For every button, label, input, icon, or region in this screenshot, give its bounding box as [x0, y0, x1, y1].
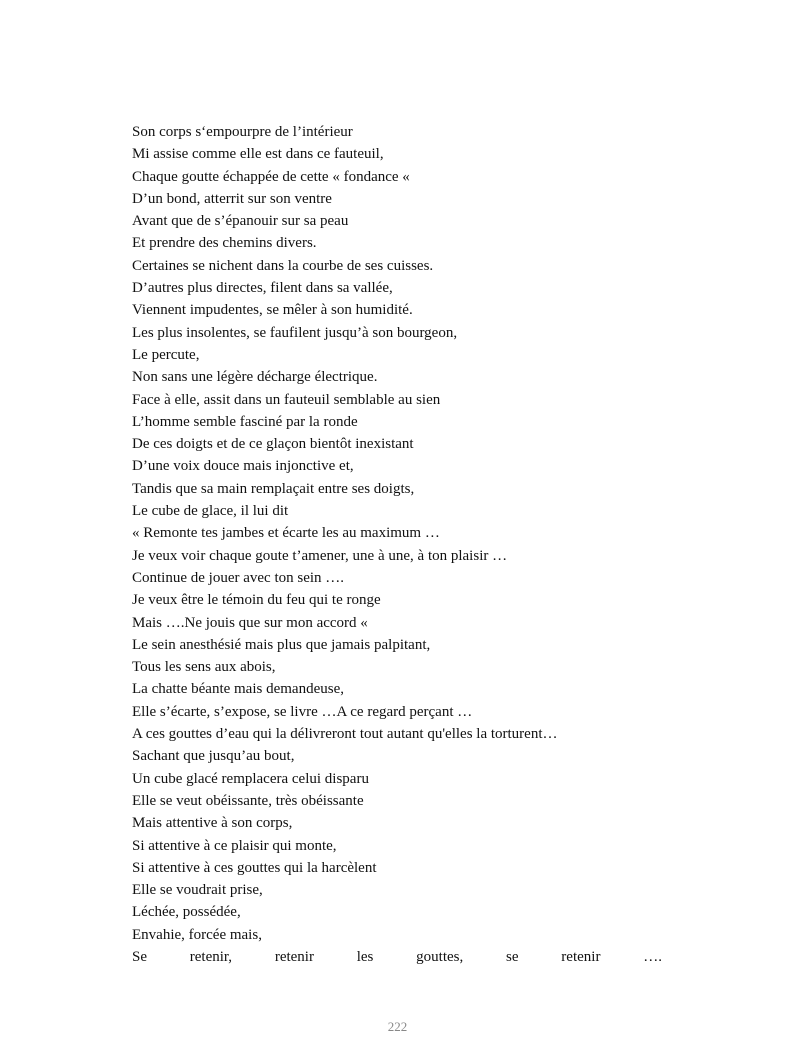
- poem-line: Tous les sens aux abois,: [132, 659, 276, 676]
- poem-line: Son corps s‘empourpre de l’intérieur: [132, 124, 353, 140]
- poem-body: [132, 121, 672, 968]
- poem-line: D’autres plus directes, filent dans sa vallée,: [132, 280, 393, 297]
- poem-line: Le percute,: [132, 346, 200, 363]
- poem-line: Si attentive à ce plaisir qui monte,: [132, 837, 337, 854]
- poem-word: Se: [132, 948, 147, 965]
- poem-line: Elle se voudrait prise,: [132, 882, 263, 899]
- poem-line: Un cube glacé remplacera celui disparu: [132, 770, 369, 787]
- poem-word: retenir: [561, 948, 601, 965]
- poem-line: Envahie, forcée mais,: [132, 926, 262, 943]
- poem-line: Les plus insolentes, se faufilent jusqu’à son bourgeon,: [132, 324, 458, 341]
- poem-word: retenir,: [189, 948, 233, 965]
- poem-line: Non sans une légère décharge électrique.: [132, 369, 378, 386]
- poem-word: les: [356, 948, 374, 965]
- poem-line: L’homme semble fasciné par la ronde: [132, 413, 358, 430]
- poem-line: Viennent impudentes, se mêler à son humidité.: [132, 302, 413, 319]
- poem-line: Le cube de glace, il lui dit: [132, 503, 289, 520]
- poem-line: Mi assise comme elle est dans ce fauteuil,: [132, 146, 384, 163]
- poem-word: se: [506, 948, 519, 965]
- poem-line: Et prendre des chemins divers.: [132, 235, 317, 252]
- poem-line: Tandis que sa main remplaçait entre ses doigts,: [132, 480, 415, 497]
- poem-line: Elle s’écarte, s’expose, se livre …A ce regard perçant …: [132, 703, 473, 720]
- poem-line: De ces doigts et de ce glaçon bientôt inexistant: [132, 436, 414, 453]
- poem-line: Elle se veut obéissante, très obéissante: [132, 792, 364, 809]
- poem-line: Chaque goutte échappée de cette « fondance «: [132, 168, 410, 185]
- poem-line: Mais attentive à son corps,: [132, 815, 293, 832]
- poem-line: D’un bond, atterrit sur son ventre: [132, 190, 332, 207]
- poem-line: A ces gouttes d’eau qui la délivreront tout autant qu'elles la torturent…: [132, 726, 558, 743]
- poem-line: Mais ….Ne jouis que sur mon accord «: [132, 614, 368, 631]
- poem-line: Si attentive à ces gouttes qui la harcèlent: [132, 859, 377, 876]
- poem-line: Sachant que jusqu’au bout,: [132, 748, 295, 765]
- poem-line: Certaines se nichent dans la courbe de ses cuisses.: [132, 257, 434, 274]
- page-number: 222: [387, 1019, 408, 1034]
- poem-line: Léchée, possédée,: [132, 904, 241, 921]
- poem-line: Je veux voir chaque goute t’amener, une à une, à ton plaisir …: [132, 547, 508, 564]
- poem-line: « Remonte tes jambes et écarte les au maximum …: [132, 525, 440, 542]
- poem-line: Face à elle, assit dans un fauteuil semblable au sien: [132, 391, 441, 408]
- poem-word: gouttes,: [416, 948, 464, 965]
- poem-line: Continue de jouer avec ton sein ….: [132, 569, 345, 586]
- poem-word: retenir: [274, 948, 314, 965]
- poem-word: ….: [643, 948, 662, 965]
- poem-line-last: [132, 946, 662, 968]
- poem-line: D’une voix douce mais injonctive et,: [132, 458, 354, 475]
- poem-line: Je veux être le témoin du feu qui te ronge: [132, 592, 381, 609]
- poem-line: La chatte béante mais demandeuse,: [132, 681, 344, 698]
- poem-line: Le sein anesthésié mais plus que jamais palpitant,: [132, 636, 431, 653]
- poem-line: Avant que de s’épanouir sur sa peau: [132, 213, 349, 230]
